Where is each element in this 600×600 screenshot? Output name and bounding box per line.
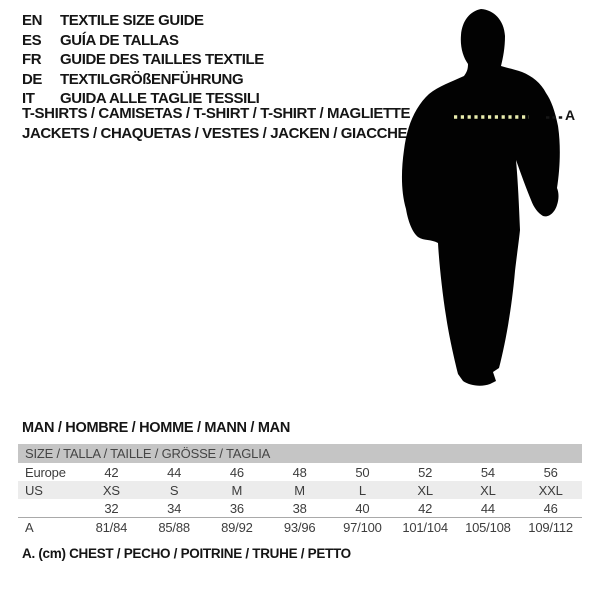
language-code: IT <box>22 90 35 108</box>
section-title-man: MAN / HOMBRE / HOMME / MANN / MAN <box>22 420 291 436</box>
category-line-jackets: JACKETS / CHAQUETAS / VESTES / JACKEN / GIACCHE <box>22 124 408 142</box>
size-table-header: SIZE / TALLA / TAILLE / GRÖSSE / TAGLIA <box>18 444 582 463</box>
table-row-us <box>18 481 582 499</box>
cell: 97/100 <box>331 518 394 537</box>
cell: 93/96 <box>268 518 331 537</box>
language-label: TEXTILGRÖßENFÜHRUNG <box>60 70 244 88</box>
cell: 44 <box>480 500 495 516</box>
cell: 105/108 <box>457 518 520 537</box>
language-list <box>22 11 264 109</box>
cell: 56 <box>543 464 558 480</box>
cell: 38 <box>292 500 307 516</box>
cell: M <box>268 481 331 499</box>
cell: 42 <box>418 500 433 516</box>
cell: 48 <box>292 464 307 480</box>
category-line-tshirts: T-SHIRTS / CAMISETAS / T-SHIRT / T-SHIRT / MAGLIETTE <box>22 105 411 122</box>
cell: XS <box>80 481 143 499</box>
cell: 40 <box>355 500 370 516</box>
language-row <box>22 50 264 70</box>
language-code: EN <box>22 12 43 30</box>
table-row-uk <box>18 499 582 518</box>
cell: 34 <box>167 500 182 516</box>
language-code: FR <box>22 51 42 69</box>
cell: 89/92 <box>206 518 269 537</box>
cell: 42 <box>104 464 119 480</box>
cell: 32 <box>104 500 119 516</box>
man-silhouette-figure <box>398 6 580 398</box>
table-row-europe <box>18 463 582 481</box>
cell: 101/104 <box>394 518 457 537</box>
language-row <box>22 70 264 90</box>
cell: 46 <box>543 500 558 516</box>
cell: XXL <box>519 481 582 499</box>
measure-label-a: A <box>565 107 576 123</box>
size-table <box>18 444 582 536</box>
cell: S <box>143 481 206 499</box>
cell: 52 <box>418 464 433 480</box>
language-label: GUIDA ALLE TAGLIE TESSILI <box>60 90 260 108</box>
cell: 54 <box>480 464 495 480</box>
row-label <box>18 499 80 518</box>
language-code: DE <box>22 70 43 88</box>
language-code: ES <box>22 31 42 49</box>
cell: 50 <box>355 464 370 480</box>
measurement-footnote: A. (cm) CHEST / PECHO / POITRINE / TRUHE / PETTO <box>22 546 351 561</box>
cell: XL <box>394 481 457 499</box>
table-row-chest-a <box>18 518 582 537</box>
language-label: GUIDE DES TAILLES TEXTILE <box>60 51 264 69</box>
cell: 81/84 <box>80 518 143 537</box>
language-label: TEXTILE SIZE GUIDE <box>60 12 204 30</box>
cell: XL <box>457 481 520 499</box>
man-silhouette <box>402 9 560 386</box>
row-label: Europe <box>25 464 66 480</box>
language-row <box>22 31 264 51</box>
man-silhouette-svg <box>398 6 580 398</box>
size-table-header-row <box>18 444 582 463</box>
cell: L <box>331 481 394 499</box>
row-label: US <box>18 481 80 499</box>
cell: 44 <box>167 464 182 480</box>
category-titles <box>22 104 410 143</box>
cell: M <box>206 481 269 499</box>
cell: 109/112 <box>519 518 582 537</box>
language-row <box>22 11 264 31</box>
cell: 36 <box>229 500 244 516</box>
cell: 85/88 <box>143 518 206 537</box>
row-label: A <box>18 518 80 537</box>
language-label: GUÍA DE TALLAS <box>60 31 179 49</box>
cell: 46 <box>229 464 244 480</box>
